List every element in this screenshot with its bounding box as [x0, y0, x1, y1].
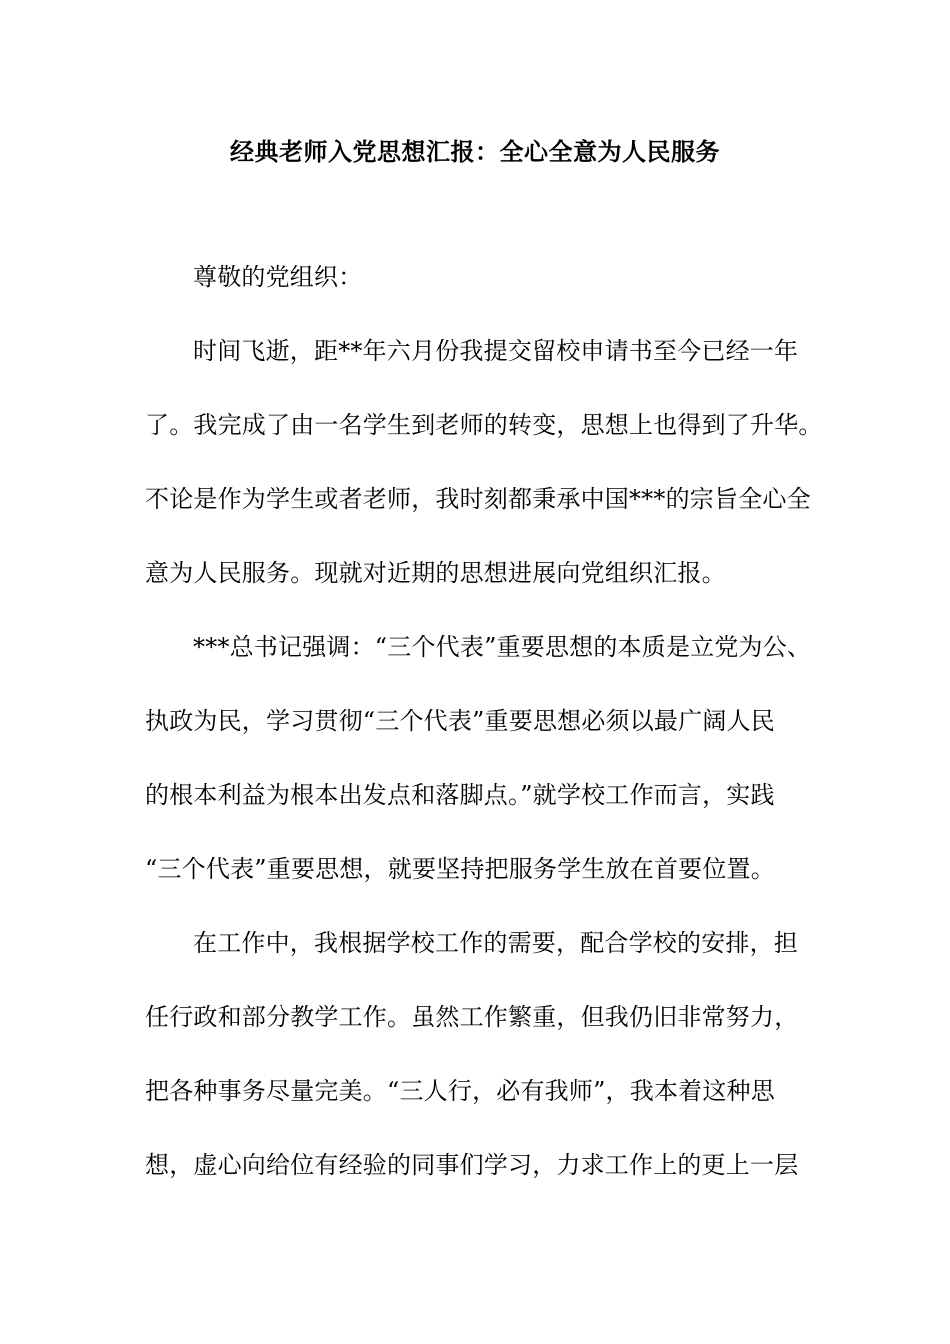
paragraph-line: 任行政和部分教学工作。虽然工作繁重，但我仍旧非常努力， [145, 1003, 799, 1031]
document-title: 经典老师入党思想汇报：全心全意为人民服务 [230, 137, 720, 166]
paragraph-line: ***总书记强调：“三个代表”重要思想的本质是立党为公、 [193, 633, 812, 661]
paragraph-line: 了。我完成了由一名学生到老师的转变，思想上也得到了升华。 [145, 411, 823, 439]
paragraph-line: “三个代表”重要思想，就要坚持把服务学生放在首要位置。 [145, 855, 775, 883]
paragraph-line: 的根本利益为根本出发点和落脚点。”就学校工作而言，实践 [145, 781, 775, 809]
document-body [145, 257, 825, 1219]
paragraph-line: 把各种事务尽量完美。“三人行，必有我师”，我本着这种思 [145, 1077, 775, 1105]
paragraph-line: 执政为民，学习贯彻“三个代表”重要思想必须以最广阔人民 [145, 707, 775, 735]
paragraph-line: 时间飞逝，距**年六月份我提交留校申请书至今已经一年 [193, 337, 799, 365]
paragraph-line: 想，虚心向给位有经验的同事们学习，力求工作上的更上一层 [145, 1151, 799, 1179]
paragraph-line: 意为人民服务。现就对近期的思想进展向党组织汇报。 [145, 559, 726, 587]
paragraph-line: 在工作中，我根据学校工作的需要，配合学校的安排，担 [193, 929, 798, 957]
paragraph-line: 不论是作为学生或者老师，我时刻都秉承中国***的宗旨全心全 [145, 485, 811, 513]
salutation-line: 尊敬的党组织： [193, 263, 363, 291]
